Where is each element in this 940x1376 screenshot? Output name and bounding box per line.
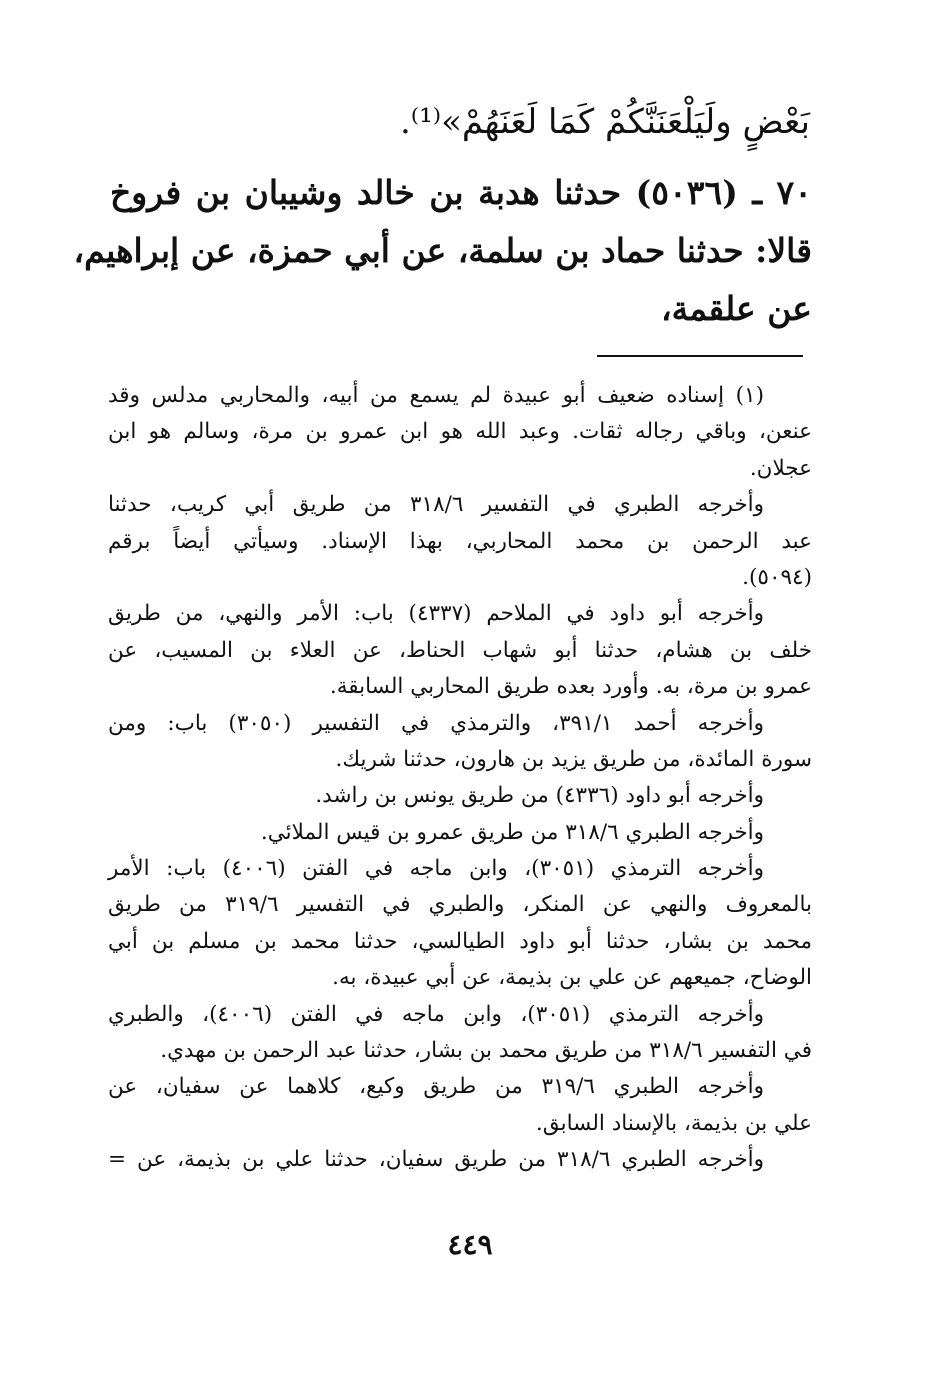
footnote-line: وأخرجه أبو داود (٤٣٣٦) من طريق يونس بن راشد.: [315, 783, 764, 809]
footnote-line: وأخرجه أبو داود في الملاحم (٤٣٣٧) باب: الأمر والنهي، من طريق: [108, 601, 764, 627]
footnote-line: في التفسير ٣١٨/٦ من طريق محمد بن بشار، حدثنا عبد الرحمن بن مهدي.: [160, 1038, 812, 1064]
hadith-line: قالا: حدثنا حماد بن سلمة، عن أبي حمزة، عن إبراهيم،: [73, 231, 812, 270]
footnote-line: سورة المائدة، من طريق يزيد بن هارون، حدثنا شريك.: [335, 746, 812, 772]
footnote-separator: [597, 355, 803, 357]
footnote-line: خلف بن هشام، حدثنا أبو شهاب الحناط، عن العلاء بن المسيب، عن: [108, 637, 812, 663]
footnote-line: وأخرجه الطبري ٣١٨/٦ من طريق سفيان، حدثنا علي بن بذيمة، عن =: [108, 1147, 764, 1173]
footnote-line: وأخرجه الطبري ٣١٨/٦ من طريق عمرو بن قيس الملائي.: [260, 819, 764, 845]
footnote-line: وأخرجه الترمذي (٣٠٥١)، وابن ماجه في الفتن (٤٠٠٦)، والطبري: [108, 1001, 764, 1027]
footnotes: [108, 378, 812, 1179]
footnote-line: وأخرجه الطبري في التفسير ٣١٨/٦ من طريق أبي كريب، حدثنا: [108, 492, 764, 518]
footnote-line: عنعن، وباقي رجاله ثقات. وعبد الله هو ابن عمرو بن مرة، وسالم هو ابن: [108, 419, 812, 445]
footnote-line: بالمعروف والنهي عن المنكر، والطبري في التفسير ٣١٩/٦ من طريق: [108, 892, 812, 918]
verse-text: بَعْضٍ ولَيَلْعَنَنَّكُمْ كَمَا لَعَنَهُمْ»⁽¹⁾.: [399, 102, 810, 142]
footnote-line: عمرو بن مرة، به. وأورد بعده طريق المحاربي السابقة.: [329, 674, 812, 700]
hadith-text: [73, 164, 812, 338]
hadith-line: عن علقمة،: [660, 289, 812, 328]
footnote-line: (١) إسناده ضعيف أبو عبيدة لم يسمع من أبيه، والمحاربي مدلس وقد: [108, 383, 764, 408]
footnote-line: الوضاح، جميعهم عن علي بن بذيمة، عن أبي عبيدة، به.: [332, 965, 812, 991]
hadith-line: ٧٠ ـ (٥٠٣٦) حدثنا هدبة بن خالد وشيبان بن فروخ: [110, 173, 812, 212]
verse-ending: [400, 92, 810, 152]
footnote-line: وأخرجه أحمد ٣٩١/١، والترمذي في التفسير (٣٠٥٠) باب: ومن: [108, 710, 765, 736]
footnote-line: محمد بن بشار، حدثنا أبو داود الطيالسي، حدثنا محمد بن مسلم بن أبي: [108, 928, 812, 954]
page-number: ٤٤٩: [447, 1228, 493, 1261]
footnote-line: (٥٠٩٤).: [742, 564, 812, 590]
footnote-line: وأخرجه الترمذي (٣٠٥١)، وابن ماجه في الفتن (٤٠٠٦) باب: الأمر: [108, 856, 765, 882]
footnote-line: علي بن بذيمة، بالإسناد السابق.: [535, 1110, 812, 1136]
footnote-line: عجلان.: [749, 455, 812, 481]
footnote-line: عبد الرحمن بن محمد المحاربي، بهذا الإسناد. وسيأتي أيضاً برقم: [108, 528, 812, 554]
footnote-line: وأخرجه الطبري ٣١٩/٦ من طريق وكيع، كلاهما عن سفيان، عن: [108, 1074, 764, 1100]
